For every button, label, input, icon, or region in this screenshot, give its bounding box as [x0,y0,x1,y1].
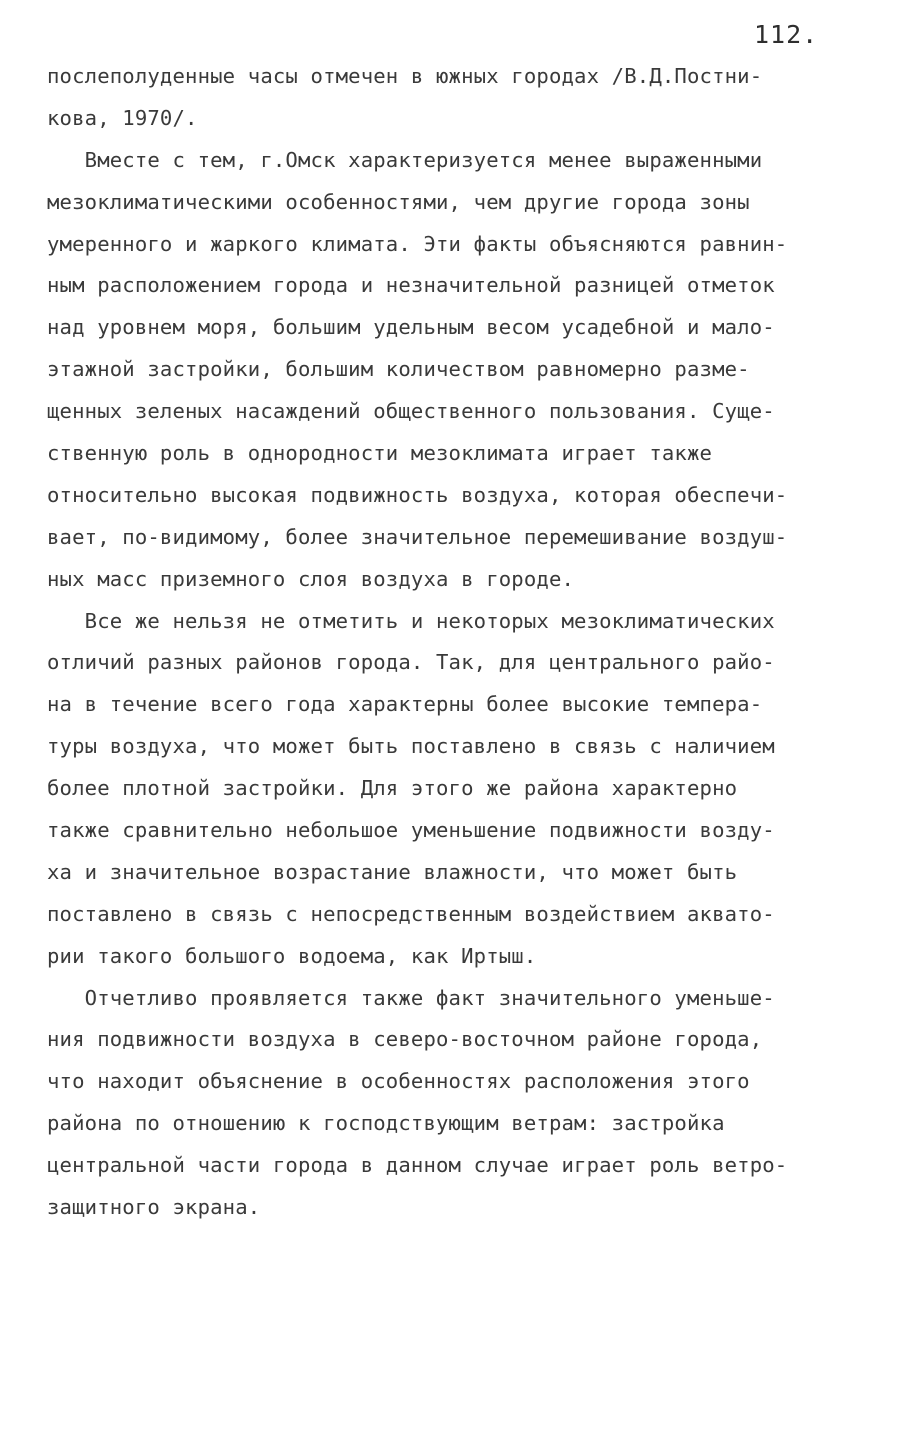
text-line: рии такого большого водоема, как Иртыш. [47,943,537,968]
text-line: защитного экрана. [47,1195,261,1220]
text-line: кова, 1970/. [47,105,198,130]
text-line: мезоклиматическими особенностями, чем другие города зоны [47,189,750,214]
text-line: этажной застройки, большим количеством равномерно разме- [47,357,750,382]
text-line: на в течение всего года характерны более высокие темпера- [47,692,763,717]
text-line: над уровнем моря, большим удельным весом усадебной и мало- [47,315,775,340]
text-line: умеренного и жаркого климата. Эти факты объясняются равнин- [47,231,788,256]
text-line: вает, по-видимому, более значительное перемешивание воздуш- [47,524,788,549]
text-line: ственную роль в однородности мезоклимата играет также [47,441,713,466]
text-line: Все же нельзя не отметить и некоторых мезоклиматических [47,608,775,633]
page-number: 112. [754,20,819,49]
text-line: что находит объяснение в особенностях расположения этого [47,1069,750,1094]
text-line: отличий разных районов города. Так, для центрального райо- [47,650,775,675]
text-line: Отчетливо проявляется также факт значительного уменьше- [47,985,775,1010]
text-line: более плотной застройки. Для этого же района характерно [47,776,738,801]
text-line: послеполуденные часы отмечен в южных городах /В.Д.Постни- [47,64,763,88]
text-line: также сравнительно небольшое уменьшение подвижности возду- [47,818,775,843]
text-line: относительно высокая подвижность воздуха, которая обеспечи- [47,482,788,507]
text-line: поставлено в связь с непосредственным воздействием аквато- [47,901,775,926]
text-line: щенных зеленых насаждений общественного пользования. Суще- [47,399,775,424]
body-text [47,56,877,1229]
text-line: ния подвижности воздуха в северо-восточном районе города, [47,1027,763,1052]
text-line: туры воздуха, что может быть поставлено в связь с наличием [47,734,775,759]
text-line: ных масс приземного слоя воздуха в городе. [47,566,575,591]
text-line: центральной части города в данном случае играет роль ветро- [47,1153,788,1178]
text-line: ха и значительное возрастание влажности, что может быть [47,859,738,884]
text-line: ным расположением города и незначительной разницей отметок [47,273,775,298]
text-line: района по отношению к господствующим ветрам: застройка [47,1111,725,1136]
text-line: Вместе с тем, г.Омск характеризуется менее выраженными [47,147,763,172]
